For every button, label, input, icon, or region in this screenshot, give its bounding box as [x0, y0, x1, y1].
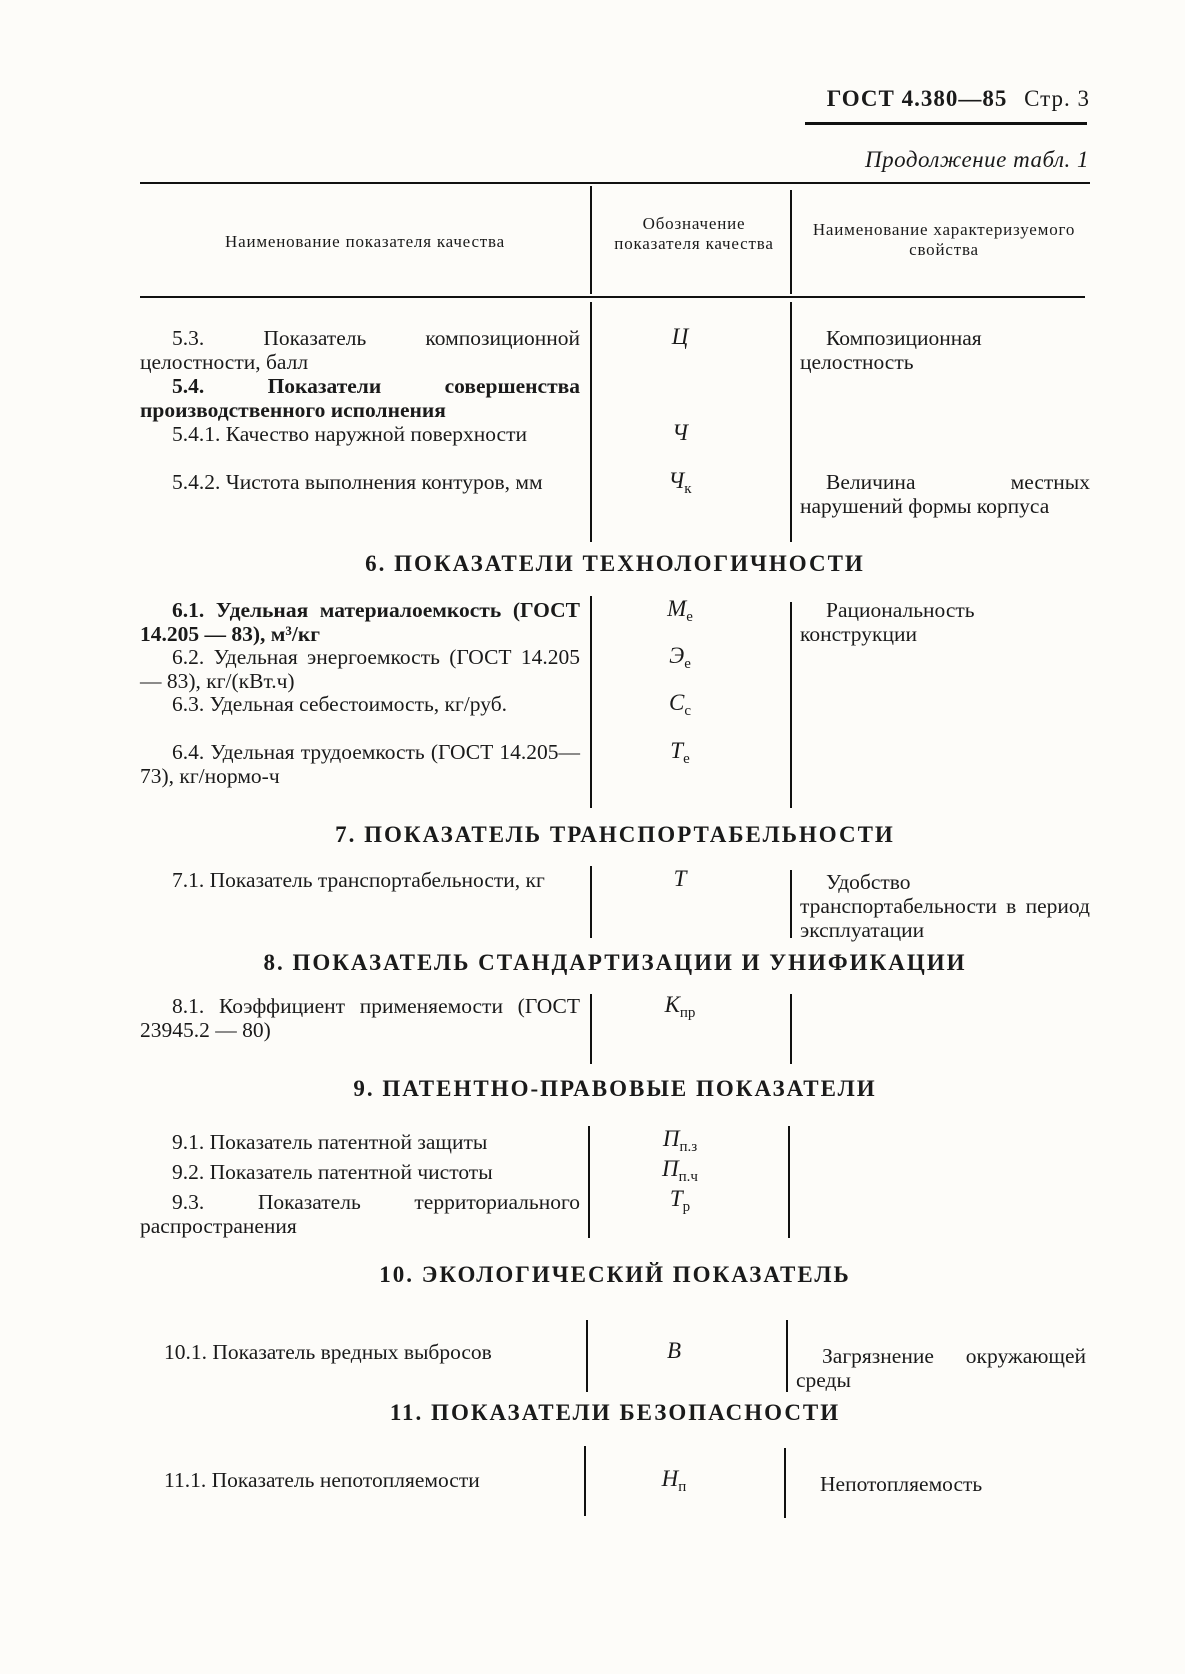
- row-name: 9.1. Показатель патентной защиты: [172, 1130, 488, 1154]
- column-header-symbol: Обозначение показателя качества: [614, 214, 774, 253]
- page-header: [770, 86, 1090, 112]
- section-title: 9. ПАТЕНТНО-ПРАВОВЫЕ ПОКАЗАТЕЛИ: [353, 1076, 877, 1101]
- column-divider: [790, 190, 792, 294]
- row-name: 5.4. Показатели совершенства производственного исполнения: [140, 374, 580, 422]
- table-row: [140, 422, 580, 446]
- quality-symbol: $Н_п$: [661, 1466, 687, 1495]
- column-divider: [584, 1446, 586, 1516]
- quality-symbol: $К_{пр}$: [664, 992, 696, 1021]
- table-row: [140, 692, 580, 716]
- column-divider: [590, 596, 592, 808]
- table-top-rule: [140, 182, 1090, 184]
- column-divider: [590, 302, 592, 542]
- property-cell: Рациональность конструкции: [800, 598, 975, 646]
- column-divider: [588, 1126, 590, 1238]
- quality-symbol: Т: [673, 866, 687, 891]
- quality-symbol: $П_{п.з}$: [662, 1126, 698, 1155]
- row-name: 11.1. Показатель непотопляемости: [164, 1468, 480, 1492]
- quality-symbol: $М_е$: [667, 596, 693, 625]
- table-row: [140, 1130, 580, 1154]
- table-row: [140, 374, 580, 422]
- quality-symbol: В: [666, 1338, 682, 1363]
- row-name: 6.3. Удельная себестоимость, кг/руб.: [172, 692, 508, 716]
- row-name: 7.1. Показатель транспортабельности, кг: [172, 868, 545, 892]
- quality-symbol: $Э_е$: [669, 643, 691, 672]
- property-cell: Загрязнение окружающей среды: [796, 1344, 1086, 1392]
- column-divider: [790, 302, 792, 542]
- quality-symbol: $Т_е$: [670, 738, 690, 767]
- quality-symbol: $Т_р$: [669, 1186, 691, 1215]
- doc-code: ГОСТ 4.380—85: [826, 86, 1008, 111]
- row-name: 10.1. Показатель вредных выбросов: [164, 1340, 492, 1364]
- table-row: [140, 470, 580, 494]
- quality-symbol: $Ч_к$: [668, 468, 692, 497]
- table-row: [140, 1340, 580, 1364]
- row-name: 6.1. Удельная материалоемкость (ГОСТ 14.205 — 83), м³/кг: [140, 598, 580, 646]
- table-row: [140, 1160, 580, 1184]
- table-row: [140, 1190, 580, 1238]
- row-name: 5.4.2. Чистота выполнения контуров, мм: [172, 470, 543, 494]
- section-title: 8. ПОКАЗАТЕЛЬ СТАНДАРТИЗАЦИИ И УНИФИКАЦИИ: [263, 950, 967, 975]
- quality-symbol: Ч: [672, 420, 688, 445]
- property-cell: Удобство транспортабельности в период эксплуатации: [800, 870, 1090, 942]
- property-cell: Непотопляемость: [820, 1472, 983, 1496]
- section-title: 7. ПОКАЗАТЕЛЬ ТРАНСПОРТАБЕЛЬНОСТИ: [335, 822, 895, 847]
- table-header-rule: [140, 296, 1085, 298]
- column-divider: [590, 994, 592, 1064]
- header-rule: [805, 122, 1087, 125]
- column-divider: [790, 870, 792, 938]
- row-name: 9.2. Показатель патентной чистоты: [172, 1160, 493, 1184]
- quality-symbol: $С_с$: [668, 690, 691, 719]
- row-name: 6.2. Удельная энергоемкость (ГОСТ 14.205 — 83), кг/(кВт.ч): [140, 645, 580, 693]
- table-row: [140, 1468, 580, 1492]
- column-divider: [586, 1320, 588, 1392]
- table-row: [140, 994, 580, 1042]
- column-divider: [790, 994, 792, 1064]
- table-row: [140, 868, 580, 892]
- column-divider: [790, 602, 792, 808]
- column-header-name: Наименование показателя качества: [225, 232, 505, 251]
- column-divider: [786, 1320, 788, 1392]
- quality-symbol: $П_{п.ч}$: [662, 1156, 698, 1185]
- quality-symbol: Ц: [671, 324, 689, 349]
- row-name: 6.4. Удельная трудоемкость (ГОСТ 14.205—73), кг/нормо-ч: [140, 740, 580, 788]
- table-continuation: Продолжение табл. 1: [865, 147, 1089, 172]
- column-header-property: Наименование характеризуемого свойства: [812, 220, 1076, 259]
- column-divider: [788, 1126, 790, 1238]
- property-cell: Величина местных нарушений формы корпуса: [800, 470, 1090, 518]
- column-divider: [784, 1448, 786, 1518]
- row-name: 9.3. Показатель территориального распространения: [140, 1190, 580, 1238]
- table-row: [140, 598, 580, 646]
- table-row: [140, 645, 580, 693]
- column-divider: [590, 186, 592, 294]
- section-title: 11. ПОКАЗАТЕЛИ БЕЗОПАСНОСТИ: [389, 1400, 841, 1425]
- row-name: 5.4.1. Качество наружной поверхности: [172, 422, 527, 446]
- page-number: Стр. 3: [1024, 86, 1090, 111]
- section-title: 10. ЭКОЛОГИЧЕСКИЙ ПОКАЗАТЕЛЬ: [379, 1262, 851, 1287]
- property-cell: Композиционная целостность: [800, 326, 982, 374]
- table-row: [140, 326, 580, 374]
- table-row: [140, 740, 580, 788]
- row-name: 5.3. Показатель композиционной целостности, балл: [140, 326, 580, 374]
- row-name: 8.1. Коэффициент применяемости (ГОСТ 23945.2 — 80): [140, 994, 580, 1042]
- column-divider: [590, 866, 592, 938]
- section-title: 6. ПОКАЗАТЕЛИ ТЕХНОЛОГИЧНОСТИ: [365, 551, 865, 576]
